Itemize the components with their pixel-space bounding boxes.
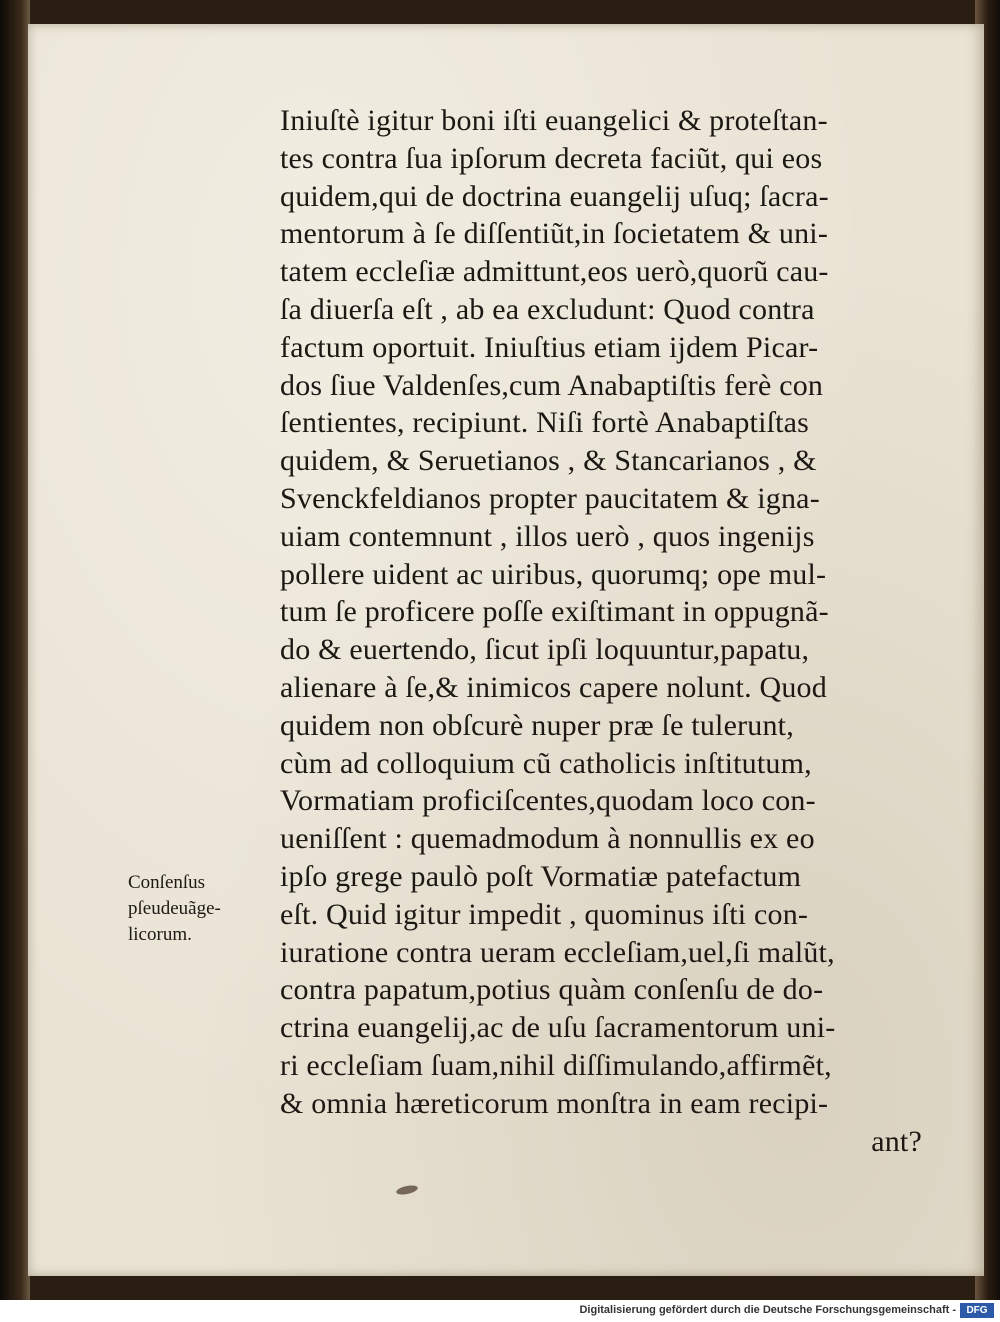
margin-note — [128, 870, 268, 948]
text-line: iuratione contra ueram eccleſiam,uel,ſi malũt, — [280, 935, 835, 969]
ink-blot — [395, 1184, 418, 1196]
catchword-line: ant? — [871, 1124, 922, 1158]
footer-bar — [0, 1300, 1000, 1322]
text-line: tum ſe proficere poſſe exiſtimant in oppugnã- — [280, 595, 829, 629]
text-line: ueniſſent : quemadmodum à nonnullis ex eo — [280, 822, 815, 856]
text-line: quidem, & Seruetianos , & Stancarianos , & — [280, 444, 817, 478]
text-line: tatem eccleſiæ admittunt,eos uerò,quorũ cau- — [280, 255, 829, 289]
text-line: factum oportuit. Iniuſtius etiam ijdem Picar- — [280, 330, 819, 364]
text-line: ctrina euangelij,ac de uſu ſacramentorum uni- — [280, 1011, 836, 1045]
margin-note-line: licorum. — [128, 924, 192, 945]
text-line: ri eccleſiam ſuam,nihil diſſimulando,affirmẽt, — [280, 1048, 832, 1082]
text-line: eſt. Quid igitur impedit , quominus iſti con- — [280, 897, 809, 931]
text-line: do & euertendo, ſicut ipſi loquuntur,papatu, — [280, 633, 810, 667]
book-page — [28, 24, 984, 1276]
text-line: alienare à ſe,& inimicos capere nolunt. Quod — [280, 670, 827, 704]
text-line: & omnia hæreticorum monſtra in eam recipi- — [280, 1086, 829, 1120]
text-line: quidem non obſcurè nuper præ ſe tulerunt, — [280, 708, 794, 742]
text-line: ſa diuerſa eſt , ab ea excludunt: Quod contra — [280, 292, 815, 326]
body-text — [280, 102, 940, 1160]
margin-note-line: pſeudeuãge- — [128, 898, 221, 919]
text-line: ſentientes, recipiunt. Niſi fortè Anabaptiſtas — [280, 406, 810, 440]
book-spine-edge — [0, 0, 30, 1300]
text-line: Iniuſtè igitur boni iſti euangelici & proteſtan- — [280, 104, 828, 137]
text-line: quidem,qui de doctrina euangelij uſuq; ſacra- — [280, 179, 829, 213]
text-line: Svenckfeldianos propter paucitatem & igna- — [280, 481, 820, 515]
dfg-logo: DFG — [960, 1303, 994, 1318]
text-line: cùm ad colloquium cũ catholicis inſtitutum, — [280, 746, 812, 780]
text-line: mentorum à ſe diſſentiũt,in ſocietatem & uni- — [280, 217, 829, 251]
text-line: pollere uident ac uiribus, quorumq; ope mul- — [280, 557, 827, 591]
text-line: tes contra ſua ipſorum decreta faciũt, qui eos — [280, 141, 823, 175]
text-line: Vormatiam proficiſcentes,quodam loco con- — [280, 784, 816, 818]
text-line: dos ſiue Valdenſes,cum Anabaptiſtis ferè con — [280, 368, 824, 402]
text-line: contra papatum,potius quàm conſenſu de do- — [280, 973, 824, 1007]
text-line: uiam contemnunt , illos uerò , quos ingenijs — [280, 519, 815, 553]
text-line: ipſo grege paulò poſt Vormatiæ patefactum — [280, 859, 802, 893]
digitization-credit: Digitalisierung gefördert durch die Deutsche Forschungsgemeinschaft - — [579, 1304, 956, 1316]
margin-note-line: Conſenſus — [128, 872, 206, 893]
